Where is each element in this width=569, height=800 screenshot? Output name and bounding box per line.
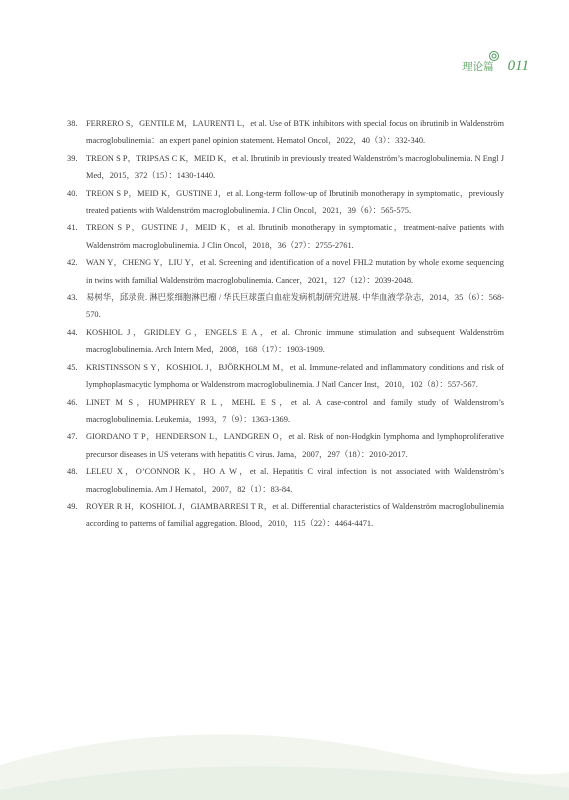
reference-number: 47. (67, 432, 78, 442)
reference-text: FERRERO S，GENTILE M，LAURENTI L，et al. Use of BTK inhibitors with special focus on ibrutinib in Waldenström macroglobulinemia：an expert panel opinion statement. Hematol Oncol，2022，40（3）：332-340. (86, 119, 504, 146)
reference-text: TREON S P，MEID K，GUSTINE J，et al. Long-term follow-up of Ibrutinib monotherapy in symptomatic，previously treated patients with Waldenström macroglobulinemia. J Clin Oncol，2021，39（6）：565-575. (86, 188, 504, 216)
reference-number: 48. (67, 467, 78, 477)
reference-text: WAN Y，CHENG Y，LIU Y，et al. Screening and identification of a novel FHL2 mutation by whole exome sequencing in twins with familial Waldenström macroglobulinemia. Cancer，2021，127（12）：2039-2048. (86, 258, 504, 285)
reference-item (67, 394, 504, 429)
reference-text: TREON S P，TRIPSAS C K，MEID K，et al. Ibrutinib in previously treated Waldenström’s macroglobulinemia. N Engl J Med，2015，372（15）：1430-1440. (86, 153, 504, 181)
page-number: 011 (507, 58, 529, 74)
reference-number: 49. (67, 501, 78, 511)
reference-item (67, 463, 504, 498)
reference-item (67, 185, 504, 220)
footer-wave-decoration (0, 720, 569, 800)
reference-item (67, 219, 504, 254)
reference-number: 44. (67, 327, 78, 337)
reference-number: 45. (67, 362, 78, 372)
reference-number: 38. (67, 119, 78, 128)
reference-item (67, 254, 504, 289)
reference-text: 易树华，邱录贵. 淋巴浆细胞淋巴瘤 / 华氏巨球蛋白血症发病机制研究进展. 中华血液学杂志，2014，35（6）：568-570. (86, 293, 504, 320)
reference-number: 43. (67, 293, 78, 303)
swirl-icon (488, 50, 500, 62)
reference-item (67, 498, 504, 533)
section-label: 理论篇 (462, 61, 494, 73)
reference-list (67, 115, 504, 533)
reference-number: 41. (67, 223, 78, 233)
reference-item (67, 115, 504, 150)
reference-text: KOSHIOL J，GRIDLEY G，ENGELS E A，et al. Chronic immune stimulation and subsequent Waldenström macroglobulinemia. Arch Intern Med，2008，168（17）：1903-1909. (86, 327, 504, 355)
reference-text: LELEU X，O’CONNOR K，HO A W，et al. Hepatitis C viral infection is not associated with Waldenström’s macroglobulinemia. Am J Hematol，2007，82（1）：83-84. (86, 467, 504, 494)
page-header (462, 58, 529, 75)
reference-text: KRISTINSSON S Y，KOSHIOL J，BJÖRKHOLM M，et al. Immune-related and inflammatory conditions and risk of lymphoplasmacytic lymphoma or Waldenstrom macroglobulinemia. J Natl Cancer Inst，2010，102（8）：557-567. (86, 362, 504, 390)
reference-item (67, 150, 504, 185)
reference-number: 42. (67, 258, 78, 268)
reference-text: ROYER R H，KOSHIOL J，GIAMBARRESI T R，et al. Differential characteristics of Waldenström macroglobulinemia according to patterns of familial aggregation. Blood，2010，115（22）：4464-4471. (86, 501, 504, 529)
reference-text: GIORDANO T P，HENDERSON L，LANDGREN O，et al. Risk of non-Hodgkin lymphoma and lymphoproliferative precursor diseases in US veterans with hepatitis C virus. Jama，2007，297（18）：2010-2017. (86, 432, 504, 459)
reference-text: LINET M S，HUMPHREY R L，MEHL E S，et al. A case-control and family study of Waldenstrom’s macroglobulinemia. Leukemia，1993，7（9）：1363-1369. (86, 397, 504, 424)
reference-text: TREON S P，GUSTINE J，MEID K，et al. Ibrutinib monotherapy in symptomatic，treatment-naïve patients with Waldenström macroglobulinemia. J Clin Oncol，2018，36（27）：2755-2761. (86, 223, 504, 250)
reference-number: 46. (67, 397, 78, 407)
reference-number: 40. (67, 188, 78, 198)
reference-item (67, 289, 504, 324)
reference-item (67, 359, 504, 394)
reference-number: 39. (67, 153, 78, 163)
reference-item (67, 324, 504, 359)
reference-item (67, 428, 504, 463)
